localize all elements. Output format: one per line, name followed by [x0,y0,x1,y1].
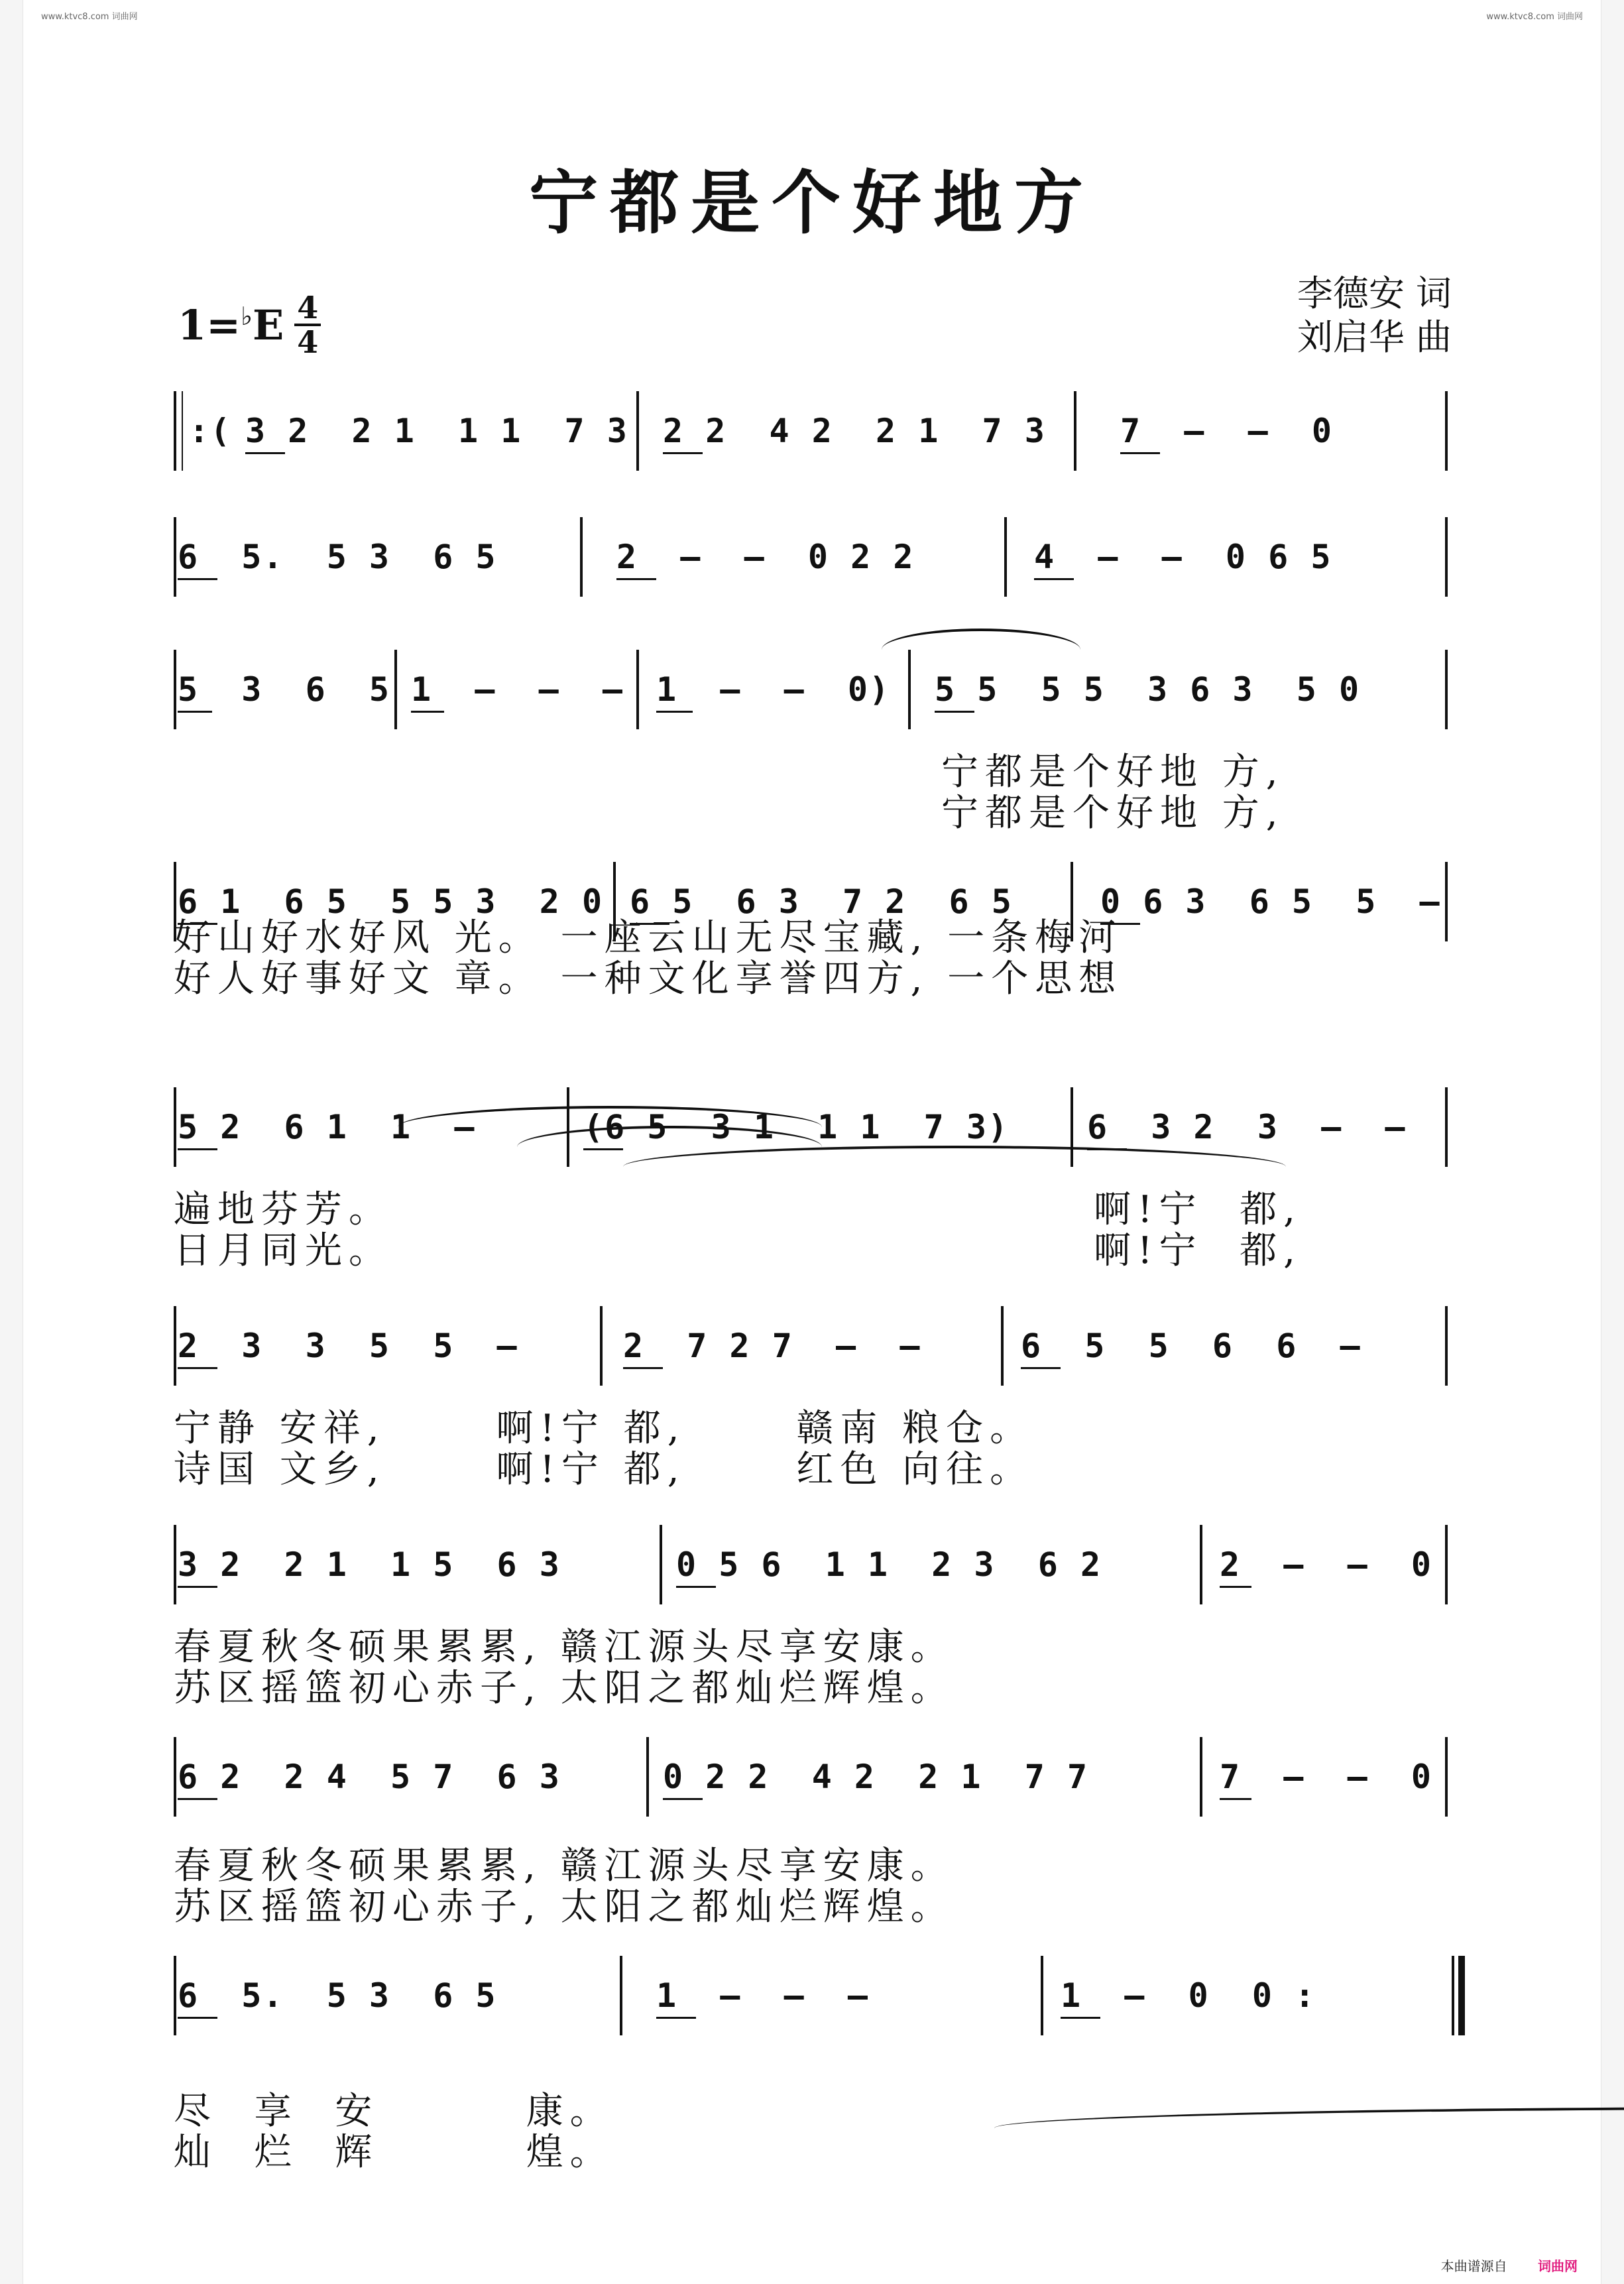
lyric-line: 苏区摇篮初心赤子, 太阳之都灿烂辉煌。 [174,1667,955,1710]
barline [1445,862,1448,941]
beam [623,1367,663,1369]
repeat-prefix: :( [189,412,232,450]
beam [663,1798,703,1800]
measure: 7 – – 0 [1220,1758,1433,1796]
credits [1297,272,1452,359]
barline [174,1087,176,1167]
lyric-line: 遍地芬芳。 [174,1188,392,1231]
beam [676,1586,716,1588]
measure: 6 5. 5 3 6 5 [178,1976,497,2015]
measure: 2 3 3 5 5 – [178,1327,518,1365]
slur [994,2107,1624,2128]
barline [620,1956,622,2035]
beam [935,711,974,713]
time-signature [294,292,321,358]
key-tonic: E [253,300,284,349]
measure: 2 – – 0 2 2 [616,538,915,576]
barline [174,391,176,471]
beam [178,1148,217,1150]
measure: 7 – – 0 [1120,412,1334,450]
lyric-line: 啊!宁 都, [1094,1229,1302,1272]
footer-source-text: 本曲谱源自 [1440,2258,1507,2274]
score-system [0,663,1624,716]
song-title: 宁都是个好地方 [528,162,1095,243]
barline [660,1525,662,1604]
measure: 2 – – 0 [1220,1545,1433,1584]
footer-brand [1441,2255,1578,2275]
measure: 0 2 2 4 2 2 1 7 7 [663,1758,1089,1796]
lyric-line: 春夏秋冬硕果累累, 赣江源头尽享安康。 [174,1844,955,1888]
lyric-line: 诗国 文乡, 啊!宁 都, 红色 向往。 [174,1448,1034,1491]
beam [178,711,212,713]
header-source-left: www.ktvc8.com 词曲网 [41,12,138,22]
measure: 6 5 6 3 7 2 6 5 [630,882,1013,921]
slur [882,629,1080,650]
footer-site-name: 词曲网 [1538,2258,1578,2274]
measure: 6 5. 5 3 6 5 [178,538,497,576]
measure: 3 2 2 1 1 5 6 3 [178,1545,561,1584]
measure: 6 1 6 5 5 5 3 2 0 [178,882,604,921]
time-denominator: 4 [297,324,319,360]
barline [1041,1956,1043,2035]
lyric-line: 春夏秋冬硕果累累, 赣江源头尽享安康。 [174,1626,955,1669]
measure: 5 2 6 1 1 – [178,1108,476,1146]
beam [178,578,217,580]
time-numerator: 4 [297,290,319,326]
barline [1445,1087,1448,1167]
lyric-line: 啊!宁 都, [1094,1188,1302,1231]
barline [1001,1306,1004,1386]
beam [1220,1586,1251,1588]
measure: 2 7 2 7 – – [623,1327,921,1365]
barline [1200,1737,1202,1817]
barline [174,1525,176,1604]
measure: 1 – 0 0 : [1061,1976,1316,2015]
barline [1074,391,1076,471]
barline [174,650,176,729]
barline [394,650,397,729]
measure: 1 – – – [411,670,624,709]
beam [656,711,693,713]
beam [616,578,656,580]
lyric-line: 苏区摇篮初心赤子, 太阳之都灿烂辉煌。 [174,1886,955,1929]
lyricist-credit: 李德安 词 [1297,272,1452,314]
beam [178,1586,217,1588]
lyric-line: 宁都是个好地 方, [941,792,1285,835]
beam [178,2017,217,2019]
beam [1120,452,1160,454]
barline [1004,517,1007,597]
beam [1021,1367,1061,1369]
final-barline [1458,1956,1465,2035]
barline [182,391,183,471]
beam [1061,2017,1100,2019]
lyric-line: 宁都是个好地 方, [941,751,1285,794]
key-flat: ♭ [241,300,253,331]
measure: 5 3 6 5 [178,670,391,709]
measure: 6 2 2 4 5 7 6 3 [178,1758,561,1796]
barline [580,517,583,597]
lyric-line: 日月同光。 [174,1229,392,1272]
score-system [0,1969,1624,2022]
barline [1445,1737,1448,1817]
lyric-line: 尽 享 安 康。 [174,2090,614,2133]
score-system [0,530,1624,583]
key-prefix: 1= [178,300,241,349]
barline [174,517,176,597]
measure: 4 – – 0 6 5 [1034,538,1332,576]
beam [411,711,444,713]
lyric-line: 灿 烂 辉 煌。 [174,2131,614,2174]
key-signature [178,292,321,358]
barline [1445,650,1448,729]
measure: 5 5 5 5 3 6 3 5 0 [935,670,1361,709]
lyric-line: 好山好水好风 光。 一座云山无尽宝藏, 一条梅河 [174,916,1123,959]
barline [567,1087,569,1167]
score-system [0,1750,1624,1803]
beam [245,452,285,454]
measure: 0 5 6 1 1 2 3 6 2 [676,1545,1102,1584]
composer-credit: 刘启华 曲 [1297,316,1452,358]
measure: 6 5 5 6 6 – [1021,1327,1362,1365]
barline [174,1737,176,1817]
beam [1220,1798,1251,1800]
lyric-line: 好人好事好文 章。 一种文化享誉四方, 一个思想 [174,957,1123,1000]
beam [663,452,703,454]
beam [178,1798,217,1800]
measure: 3 2 2 1 1 1 7 3 [245,412,628,450]
score-system [0,404,1624,457]
measure: 2 2 4 2 2 1 7 3 [663,412,1046,450]
barline [908,650,911,729]
beam [656,2017,696,2019]
score-system [0,1319,1624,1372]
barline [1452,1956,1454,2035]
barline [1200,1525,1202,1604]
header-source-right: www.ktvc8.com 词曲网 [1486,12,1583,22]
beam [1034,578,1074,580]
barline [174,1306,176,1386]
barline [636,650,639,729]
barline [174,1956,176,2035]
barline [1445,391,1448,471]
measure: (6 5 3 1 1 1 7 3) [583,1108,1010,1146]
barline [1445,1525,1448,1604]
measure: 0 6 3 6 5 5 – [1100,882,1441,921]
barline [646,1737,649,1817]
measure: 6 3 2 3 – – [1087,1108,1407,1146]
measure: 1 – – – [656,1976,870,2015]
score-system [0,1538,1624,1591]
barline [1445,1306,1448,1386]
barline [1445,517,1448,597]
measure: 1 – – 0) [656,670,891,709]
beam [178,1367,217,1369]
barline [600,1306,603,1386]
beam [583,1148,623,1150]
barline [636,391,639,471]
lyric-line: 宁静 安祥, 啊!宁 都, 赣南 粮仓。 [174,1407,1034,1450]
